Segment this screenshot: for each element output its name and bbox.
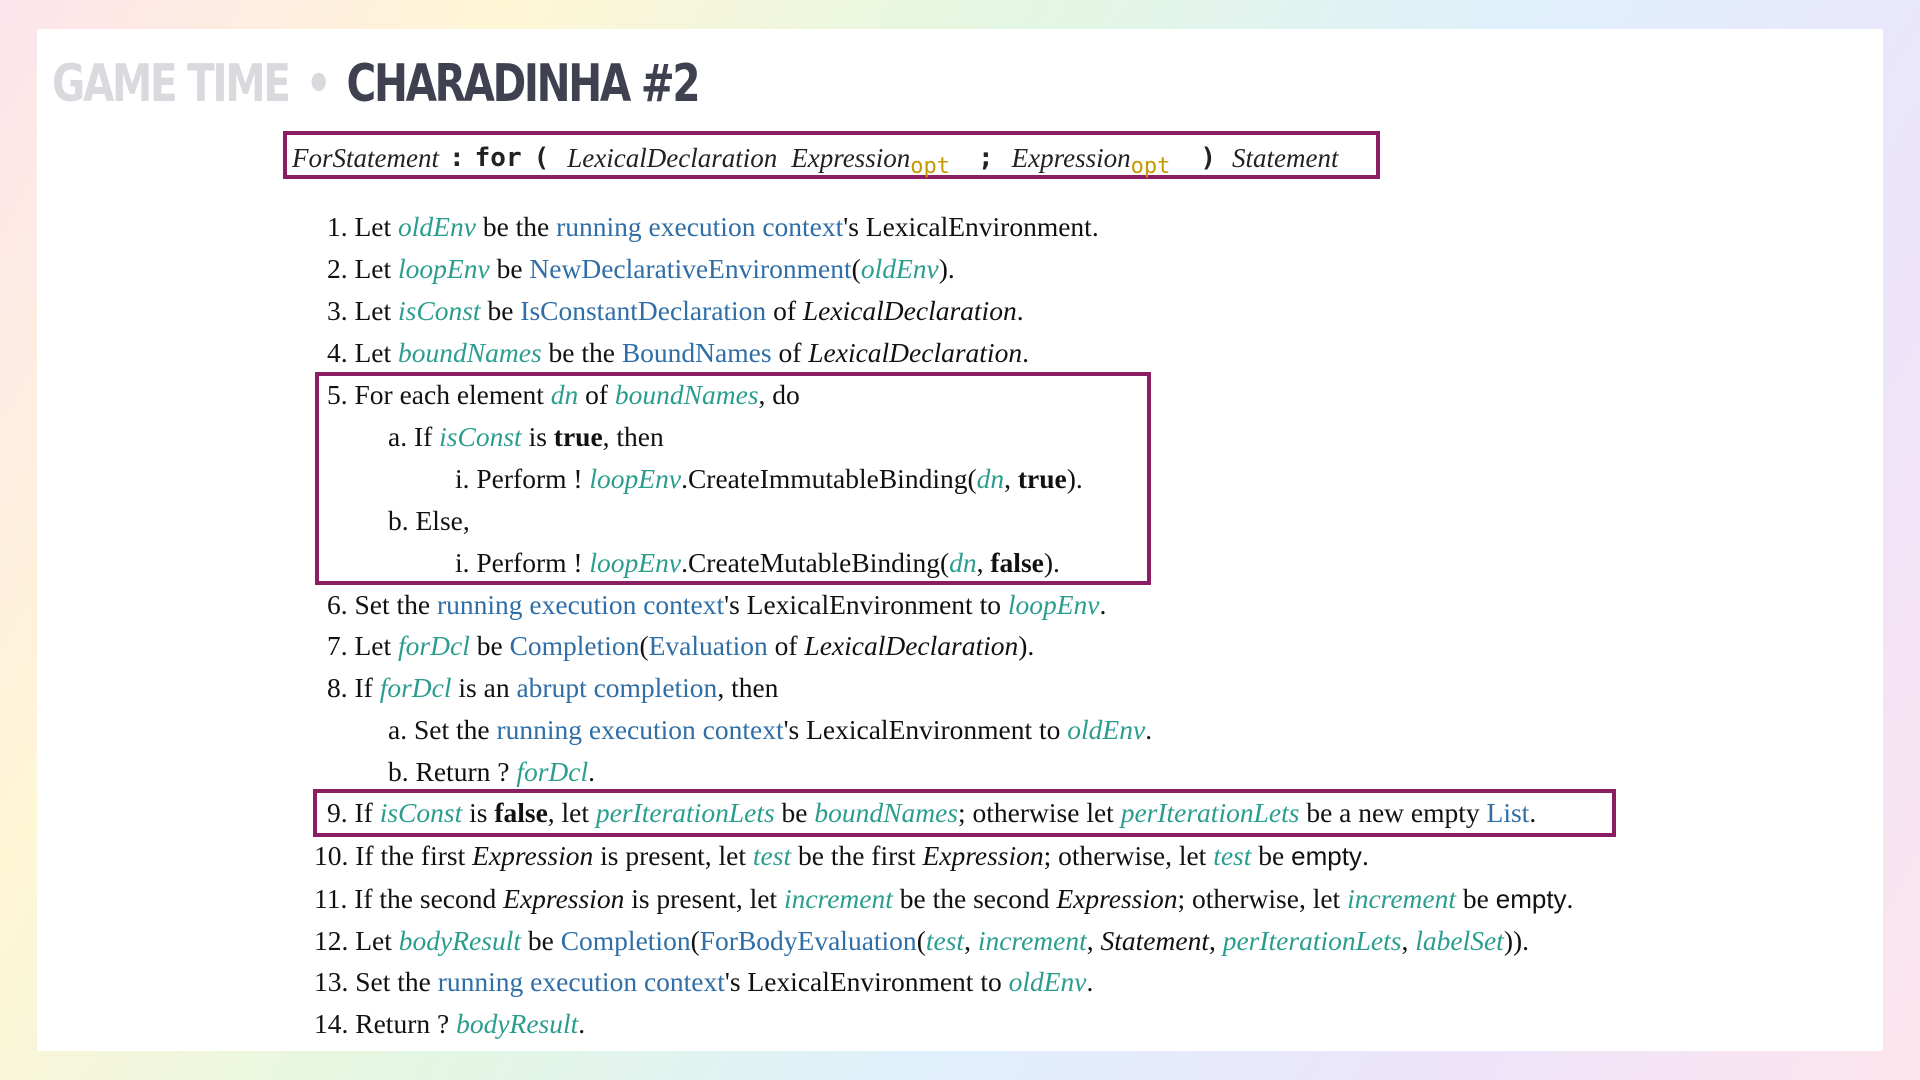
step-5bi-text: ,: [976, 547, 991, 578]
step-12-variable: test: [925, 925, 965, 956]
step-8a-link[interactable]: running execution context: [496, 714, 784, 745]
step-3-link[interactable]: IsConstantDeclaration: [520, 295, 767, 326]
step-9-text: be a new empty: [1299, 797, 1487, 828]
step-10-text: .: [1361, 840, 1369, 871]
step-10-value: empty: [1291, 841, 1362, 871]
step-9-variable: perIterationLets: [1120, 797, 1300, 828]
step-11-nonterminal: Expression: [1056, 883, 1178, 914]
step-11-text: is present, let: [624, 883, 784, 914]
step-4-text: .: [1022, 337, 1029, 368]
step-12-link[interactable]: Completion: [560, 925, 691, 956]
step-12-text: (: [916, 925, 926, 956]
step-1-variable: oldEnv: [398, 211, 476, 242]
step-5bi-text: ).: [1043, 547, 1060, 578]
grammar-opt-1: opt: [910, 153, 950, 179]
step-10-nonterminal: Expression: [922, 840, 1044, 871]
step-12-variable: increment: [977, 925, 1087, 956]
step-10-variable: test: [752, 840, 792, 871]
step-2-text: 2. Let: [327, 253, 399, 284]
step-13: [314, 966, 1093, 998]
step-7-text: ).: [1018, 630, 1035, 661]
step-5a-bold-value: true: [553, 421, 603, 452]
step-12-text: )).: [1503, 925, 1530, 956]
step-4-text: of: [771, 337, 809, 368]
step-8b-text: b. Return ?: [388, 756, 517, 787]
step-2-link[interactable]: NewDeclarativeEnvironment: [529, 253, 852, 284]
step-2-text: be: [489, 253, 530, 284]
step-5ai-text: ).: [1066, 463, 1083, 494]
step-3-text: of: [766, 295, 803, 326]
step-8-text: is an: [451, 672, 517, 703]
header-title: CHARADINHA #2: [346, 54, 699, 114]
step-6-link[interactable]: running execution context: [437, 589, 725, 620]
step-12: [314, 925, 1529, 957]
step-3-text: .: [1016, 295, 1024, 326]
step-5ai-text: i. Perform !: [455, 463, 590, 494]
step-2-variable: loopEnv: [398, 253, 490, 284]
step-8-variable: forDcl: [379, 672, 452, 703]
step-9-text: ; otherwise let: [958, 797, 1121, 828]
step-5-text: 5. For each element: [327, 379, 551, 410]
grammar-for-keyword: for: [474, 143, 522, 173]
step-10-text: be: [1251, 840, 1292, 871]
step-7-variable: forDcl: [398, 630, 470, 661]
step-8b-variable: forDcl: [516, 756, 589, 787]
step-5ai-variable: dn: [976, 463, 1005, 494]
step-5b-text: b. Else,: [388, 505, 470, 536]
step-5a-text: a. If: [388, 421, 440, 452]
step-5-variable: boundNames: [614, 379, 759, 410]
step-8a: [388, 714, 1152, 746]
step-9-text: be: [774, 797, 815, 828]
step-9-bold-value: false: [494, 797, 548, 828]
step-12-text: ,: [1086, 925, 1101, 956]
step-9-link[interactable]: List: [1486, 797, 1530, 828]
grammar-statement: Statement: [1232, 142, 1339, 173]
grammar-colon: :: [448, 143, 465, 173]
step-12-text: be: [520, 925, 561, 956]
step-6-text: 's LexicalEnvironment to: [724, 589, 1008, 620]
step-5: [327, 379, 800, 411]
grammar-expression-2: Expression: [1011, 142, 1131, 173]
step-5ai-text: ,: [1004, 463, 1018, 494]
step-7-text: of: [767, 630, 805, 661]
step-5ai-bold-value: true: [1017, 463, 1067, 494]
step-11-variable: increment: [1347, 883, 1457, 914]
step-3: [327, 295, 1024, 327]
step-5a: [388, 421, 664, 453]
step-14-text: 14. Return ?: [314, 1008, 457, 1039]
step-1-text: 1. Let: [327, 211, 399, 242]
step-7-nonterminal: LexicalDeclaration: [804, 630, 1019, 661]
step-5a-text: , then: [602, 421, 664, 452]
step-14-text: .: [578, 1008, 586, 1039]
step-5bi-variable: dn: [949, 547, 977, 578]
step-13-text: 13. Set the: [314, 966, 438, 997]
step-8a-text: 's LexicalEnvironment to: [783, 714, 1068, 745]
step-1-text: 's LexicalEnvironment.: [843, 211, 1099, 242]
step-1: [327, 211, 1099, 243]
step-10-text: 10. If the first: [314, 840, 473, 871]
step-4-text: 4. Let: [327, 337, 399, 368]
step-13-link[interactable]: running execution context: [437, 966, 725, 997]
grammar-lexical-declaration: LexicalDeclaration: [567, 142, 778, 173]
header-separator: •: [305, 54, 330, 114]
step-10-text: be the first: [791, 840, 923, 871]
step-8b: [388, 756, 595, 788]
step-12-text: (: [690, 925, 700, 956]
step-4: [327, 337, 1029, 369]
step-5bi-variable: loopEnv: [589, 547, 682, 578]
step-5a-variable: isConst: [439, 421, 522, 452]
step-4-variable: boundNames: [398, 337, 542, 368]
step-12-text: ,: [964, 925, 978, 956]
step-7: [327, 630, 1034, 662]
step-9-text: 9. If: [327, 797, 380, 828]
step-8-text: , then: [717, 672, 779, 703]
step-4-link[interactable]: BoundNames: [621, 337, 772, 368]
step-10-variable: test: [1213, 840, 1252, 871]
step-7-text: 7. Let: [327, 630, 399, 661]
step-7-link[interactable]: Completion: [509, 630, 640, 661]
grammar-opt-2: opt: [1130, 153, 1171, 179]
step-5-text: of: [578, 379, 615, 410]
step-11-text: ; otherwise, let: [1177, 883, 1348, 914]
step-10-nonterminal: Expression: [472, 840, 594, 871]
step-8: [327, 672, 778, 704]
step-9-variable: perIterationLets: [595, 797, 775, 828]
step-6-text: 6. Set the: [327, 589, 437, 620]
step-11-nonterminal: Expression: [503, 883, 625, 914]
step-12-nonterminal: Statement: [1100, 925, 1209, 956]
step-5ai-variable: loopEnv: [589, 463, 682, 494]
step-2-variable: oldEnv: [860, 253, 939, 284]
step-10-text: ; otherwise, let: [1043, 840, 1214, 871]
step-12-text: 12. Let: [314, 925, 399, 956]
grammar-paren-open: (: [533, 143, 550, 173]
step-11-variable: increment: [783, 883, 893, 914]
step-8a-text: a. Set the: [388, 714, 497, 745]
step-9-variable: isConst: [379, 797, 463, 828]
step-13-text: .: [1086, 966, 1094, 997]
step-12-variable: perIterationLets: [1222, 925, 1402, 956]
step-1-text: be the: [475, 211, 557, 242]
step-5-text: , do: [758, 379, 800, 410]
step-3-text: be: [480, 295, 521, 326]
grammar-production: [292, 136, 1338, 180]
step-8b-text: .: [588, 756, 595, 787]
step-8a-text: .: [1145, 714, 1153, 745]
step-11-text: be the second: [892, 883, 1057, 914]
step-9-variable: boundNames: [814, 797, 959, 828]
step-9-text: .: [1529, 797, 1537, 828]
grammar-lhs: ForStatement: [292, 142, 439, 173]
step-9-text: is: [462, 797, 495, 828]
grammar-paren-close: ): [1200, 143, 1216, 173]
step-3-variable: isConst: [398, 295, 481, 326]
step-2: [327, 253, 955, 285]
step-12-text: ,: [1208, 925, 1223, 956]
step-4-nonterminal: LexicalDeclaration: [808, 337, 1023, 368]
step-9: [327, 797, 1536, 829]
step-12-text: ,: [1401, 925, 1416, 956]
step-12-variable: bodyResult: [398, 925, 521, 956]
step-2-text: ).: [938, 253, 955, 284]
step-5b: [388, 505, 470, 537]
step-3-nonterminal: LexicalDeclaration: [802, 295, 1017, 326]
step-8a-variable: oldEnv: [1067, 714, 1146, 745]
step-5ai: [455, 463, 1083, 495]
step-5bi-text: i. Perform !: [455, 547, 590, 578]
step-12-link[interactable]: ForBodyEvaluation: [699, 925, 917, 956]
step-10-text: is present, let: [593, 840, 753, 871]
step-10: [314, 840, 1369, 872]
header-game-time: GAME TIME: [52, 54, 289, 114]
slide-header: [52, 44, 698, 124]
step-7-text: be: [469, 630, 510, 661]
step-11: [314, 883, 1573, 915]
step-2-text: (: [851, 253, 861, 284]
step-6-text: .: [1099, 589, 1107, 620]
step-1-link[interactable]: running execution context: [556, 211, 844, 242]
step-5-variable: dn: [550, 379, 579, 410]
step-13-variable: oldEnv: [1008, 966, 1087, 997]
step-5bi: [455, 547, 1060, 579]
step-4-text: be the: [541, 337, 622, 368]
step-8-link[interactable]: abrupt completion: [516, 672, 718, 703]
step-11-value: empty: [1495, 884, 1567, 914]
step-5bi-bold-value: false: [990, 547, 1044, 578]
step-14-variable: bodyResult: [456, 1008, 579, 1039]
step-12-variable: labelSet: [1415, 925, 1504, 956]
step-7-link[interactable]: Evaluation: [648, 630, 768, 661]
step-5bi-text: .CreateMutableBinding(: [681, 547, 950, 578]
step-6: [327, 589, 1106, 621]
step-7-text: (: [639, 630, 649, 661]
grammar-expression-1: Expression: [791, 142, 911, 173]
step-8-text: 8. If: [327, 672, 380, 703]
step-9-text: , let: [547, 797, 596, 828]
step-6-variable: loopEnv: [1007, 589, 1100, 620]
step-13-text: 's LexicalEnvironment to: [724, 966, 1009, 997]
step-11-text: be: [1456, 883, 1496, 914]
step-3-text: 3. Let: [327, 295, 399, 326]
grammar-semicolon: ;: [977, 143, 994, 173]
step-14: [314, 1008, 585, 1040]
step-5ai-text: .CreateImmutableBinding(: [681, 463, 977, 494]
step-11-text: 11. If the second: [314, 883, 504, 914]
step-11-text: .: [1566, 883, 1574, 914]
step-5a-text: is: [521, 421, 554, 452]
